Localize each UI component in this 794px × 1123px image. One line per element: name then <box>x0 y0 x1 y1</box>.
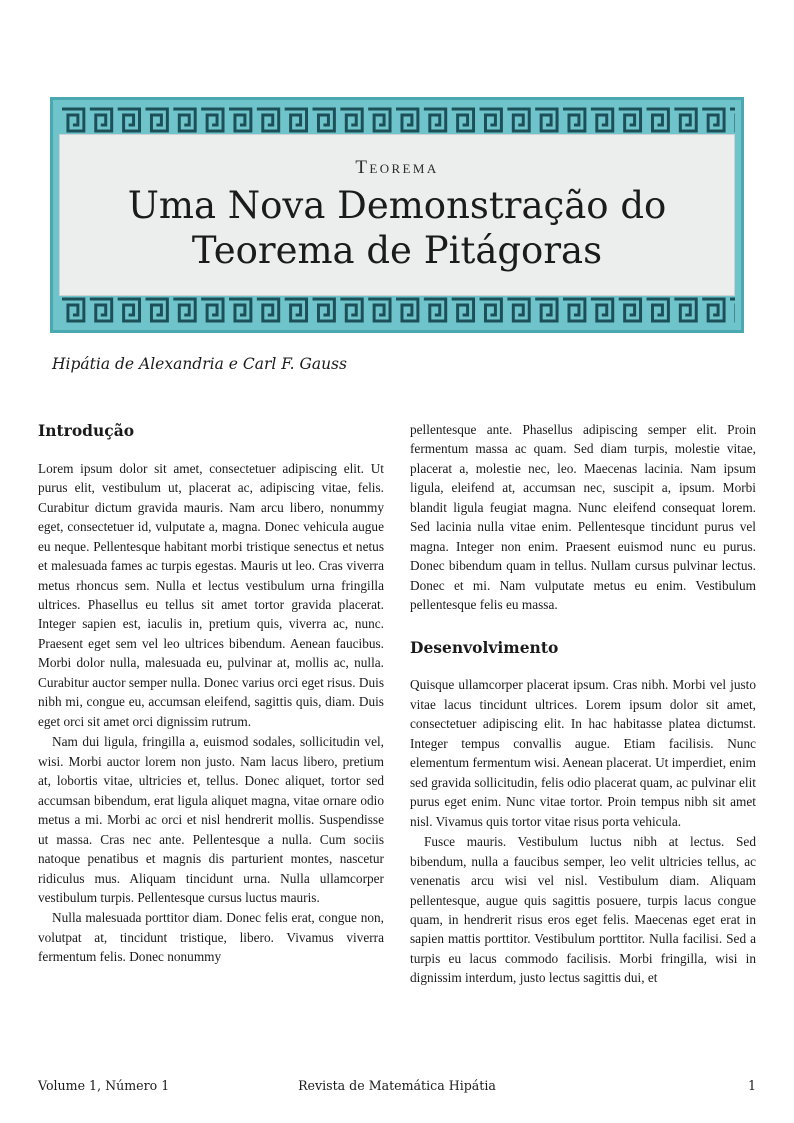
page-title-line-1: Uma Nova Demonstração do <box>127 184 667 227</box>
paragraph: Lorem ipsum dolor sit amet, consectetuer adipiscing elit. Ut purus elit, vestibulum ut, placerat ac, adipiscing vitae, felis. Curabitur dictum gravida mauris. Nam arcu libero, nonummy eget, consectetuer id, vulputate a, magna. Donec vehicula augue eu neque. Pellentesque habitant morbi tristique senectus et netus et malesuada fames ac turpis egestas. Mauris ut leo. Cras viverra metus rhoncus sem. Nulla et lectus vestibulum urna fringilla ultrices. Phasellus eu tellus sit amet tortor gravida placerat. Integer sapien est, iaculis in, pretium quis, viverra ac, nunc. Praesent eget sem vel leo ultrices bibendum. Aenean faucibus. Morbi dolor nulla, malesuada eu, pulvinar at, mollis ac, nulla. Curabitur auctor semper nulla. Donec varius orci eget risus. Duis nibh mi, congue eu, accumsan eleifend, sagittis quis, diam. Duis eget orci sit amet orci dignissim rutrum. <box>38 460 384 729</box>
body-columns <box>38 420 756 1065</box>
section-heading-introducao: Introdução <box>38 421 135 440</box>
paragraph: Nam dui ligula, fringilla a, euismod sodales, sollicitudin vel, wisi. Morbi auctor lorem non justo. Nam lacus libero, pretium at, lobortis vitae, ultricies et, tellus. Donec aliquet, tortor sed accumsan bibendum, erat ligula aliquet magna, vitae ornare odio metus a mi. Morbi ac orci et nisl hendrerit mollis. Suspendisse ut massa. Cras nec ante. Pellentesque a nulla. Cum sociis natoque penatibus et magnis dis parturient montes, nascetur ridiculus mus. Aliquam tincidunt urna. Nulla ullamcorper vestibulum turpis. Pellentesque cursus luctus mauris. <box>38 734 384 906</box>
greek-meander-top-icon <box>59 106 735 134</box>
footer-volume: Volume 1, Número 1 <box>38 1078 170 1093</box>
title-banner <box>50 97 744 333</box>
footer-journal-title: Revista de Matemática Hipátia <box>298 1078 496 1093</box>
paragraph-continuation: pellentesque ante. Phasellus adipiscing semper elit. Proin fermentum massa ac quam. Sed diam turpis, molestie vitae, placerat a, molestie nec, leo. Maecenas lacinia. Nam ipsum ligula, eleifend at, accumsan nec, suscipit a, ipsum. Morbi blandit ligula feugiat magna. Nunc eleifend consequat lorem. Sed lacinia nulla vitae enim. Pellentesque tincidunt purus vel magna. Integer non enim. Praesent euismod nunc eu purus. Donec bibendum quam in tellus. Nullam cursus pulvinar lectus. Donec et mi. Nam vulputate metus eu enim. Vestibulum pellentesque felis eu massa. <box>410 422 756 613</box>
paragraph: Quisque ullamcorper placerat ipsum. Cras nibh. Morbi vel justo vitae lacus tincidunt ultrices. Lorem ipsum dolor sit amet, consectetuer adipiscing elit. In hac habitasse platea dictumst. Integer tempus convallis augue. Etiam facilisis. Nunc elementum fermentum wisi. Aenean placerat. Ut imperdiet, enim sed gravida sollicitudin, felis odio placerat quam, ac pulvinar elit purus eget enim. Nunc vitae tortor. Proin tempus nibh sit amet nisl. Vivamus quis tortor vitae risus porta vehicula. <box>410 677 756 829</box>
page-title-line-2: Teorema de Pitágoras <box>191 229 603 273</box>
document-kicker: Teorema <box>355 157 439 178</box>
banner-inner <box>59 134 735 296</box>
greek-meander-bottom-icon <box>59 296 735 324</box>
page-title <box>90 183 704 273</box>
paragraph: Fusce mauris. Vestibulum luctus nibh at lectus. Sed bibendum, nulla a faucibus semper, leo velit ultricies tellus, ac venenatis arcu wisi vel nisl. Vestibulum diam. Aliquam pellentesque, augue quis sagittis posuere, turpis lacus congue quam, in hendrerit risus eros eget felis. Maecenas eget erat in sapien mattis porttitor. Vestibulum porttitor. Nulla facilisi. Sed a turpis eu lacus commodo facilisis. Morbi fringilla, wisi in dignissim interdum, justo lectus sagittis dui, et <box>410 834 756 986</box>
column-right <box>410 420 756 1065</box>
page-footer <box>38 1078 756 1093</box>
footer-page-number: 1 <box>747 1078 756 1093</box>
author-byline: Hipátia de Alexandria e Carl F. Gauss <box>52 355 347 373</box>
section-heading-desenvolvimento: Desenvolvimento <box>410 637 559 657</box>
paragraph: Nulla malesuada porttitor diam. Donec felis erat, congue non, volutpat at, tincidunt tristique, libero. Vivamus viverra fermentum felis. Donec nonummy <box>38 910 384 965</box>
column-left <box>38 420 384 1065</box>
